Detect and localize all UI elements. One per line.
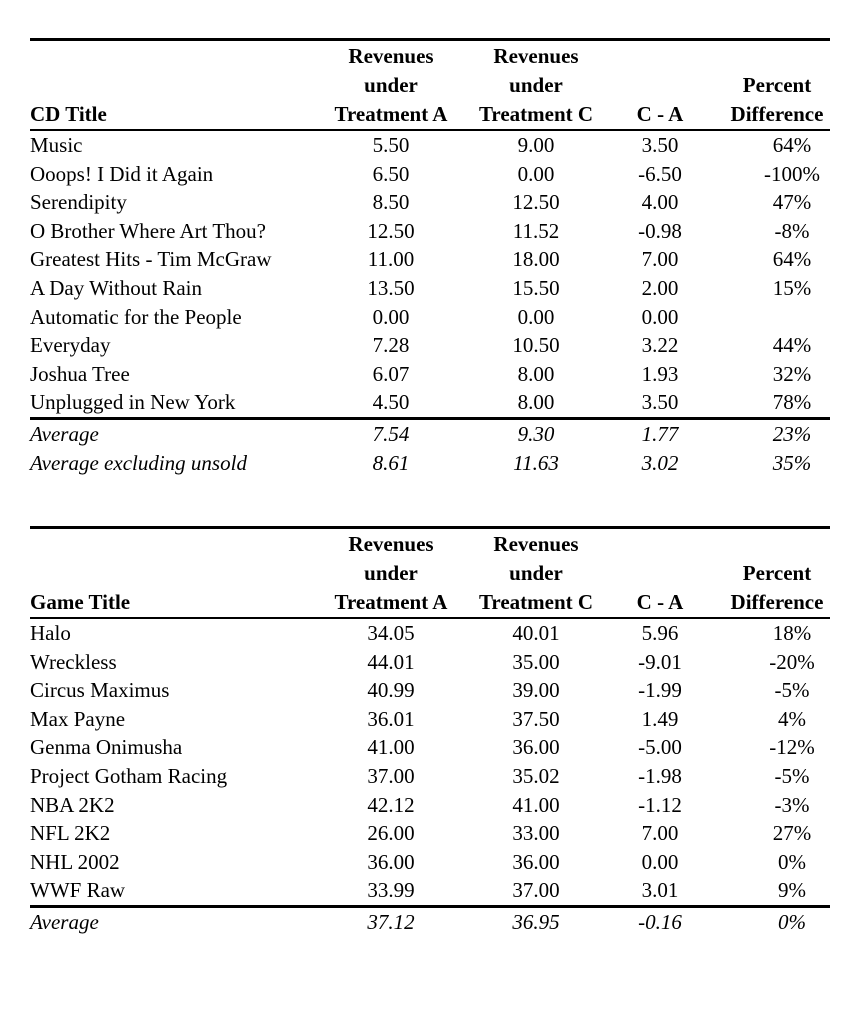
header-diff: C - A	[610, 100, 710, 130]
header-rev-a-line2: under	[364, 561, 418, 585]
cell-treatment-c: 11.63	[513, 450, 559, 475]
cell-treatment-c: 41.00	[512, 792, 560, 817]
cd-table-header	[30, 40, 830, 131]
cell-difference: -9.01	[638, 649, 682, 674]
cell-treatment-a: 4.50	[372, 390, 410, 415]
cell-treatment-c: 39.00	[512, 678, 560, 703]
summary-row	[30, 418, 830, 448]
header-rev-a-line3: Treatment A	[320, 100, 462, 130]
summary-row	[30, 906, 830, 936]
cell-percent: 0%	[778, 909, 806, 934]
cell-treatment-c: 11.52	[512, 218, 560, 243]
cell-percent: 23%	[772, 421, 812, 446]
cell-treatment-a: 37.00	[367, 763, 415, 788]
header-diff: C - A	[610, 588, 710, 618]
cell-treatment-a: 36.01	[367, 706, 415, 731]
cell-treatment-c: 10.50	[512, 333, 560, 358]
cell-difference: 2.00	[641, 275, 679, 300]
cell-difference: 1.77	[610, 418, 710, 448]
cell-difference: -1.98	[638, 763, 682, 788]
header-rev-a-line1: Revenues	[320, 528, 462, 560]
cell-treatment-c: 9.00	[517, 133, 555, 157]
cell-percent: 18%	[772, 621, 812, 645]
cell-treatment-a: 0.00	[372, 304, 410, 329]
cell-treatment-a: 7.28	[372, 333, 410, 358]
cell-treatment-c: 12.50	[512, 190, 560, 215]
header-cd-title: CD Title	[30, 100, 320, 130]
cell-title: Project Gotham Racing	[30, 763, 228, 788]
header-rev-c-line3: Treatment C	[462, 588, 610, 618]
table-row	[30, 331, 830, 360]
table-row	[30, 819, 830, 848]
header-rev-a-line2: under	[364, 73, 418, 97]
cell-treatment-c: 8.00	[517, 361, 555, 386]
cell-difference: -0.98	[638, 218, 682, 243]
cell-title: Genma Onimusha	[30, 735, 183, 760]
table-row	[30, 217, 830, 246]
cell-treatment-c: 37.00	[512, 878, 560, 903]
cell-difference: -1.12	[638, 792, 682, 817]
cell-percent: 64%	[772, 133, 812, 157]
cell-title: Circus Maximus	[30, 678, 170, 703]
table-row	[30, 130, 830, 160]
cell-title: Wreckless	[30, 649, 117, 674]
cell-percent: 0%	[778, 849, 806, 874]
cell-title: WWF Raw	[30, 878, 126, 903]
table-row	[30, 188, 830, 217]
table-row	[30, 245, 830, 274]
cell-treatment-a: 8.50	[372, 190, 410, 215]
cell-treatment-c: 9.30	[462, 418, 610, 448]
cell-difference: 3.50	[641, 390, 679, 415]
cell-treatment-a: 8.61	[372, 450, 410, 475]
cell-treatment-a: 12.50	[367, 218, 415, 243]
cell-treatment-c: 36.95	[462, 906, 610, 936]
header-percent-line1: Percent	[742, 561, 812, 585]
cell-difference: 7.00	[641, 247, 679, 272]
cell-percent: 27%	[772, 821, 812, 846]
cell-treatment-c: 18.00	[512, 247, 560, 272]
cd-table-body	[30, 130, 830, 418]
cell-treatment-a: 37.12	[320, 906, 462, 936]
cell-difference: 7.00	[641, 821, 679, 846]
cell-treatment-a: 13.50	[367, 275, 415, 300]
cell-difference: 0.00	[641, 304, 679, 329]
cell-title: Music	[30, 133, 83, 157]
cell-percent: -12%	[769, 735, 815, 760]
table-row	[30, 388, 830, 418]
cell-treatment-c: 35.00	[512, 649, 560, 674]
header-rev-c-line3: Treatment C	[462, 100, 610, 130]
summary-row	[30, 449, 830, 478]
cell-title: Automatic for the People	[30, 304, 242, 329]
header-rev-c-line2: under	[509, 561, 563, 585]
cell-title: Joshua Tree	[30, 361, 130, 386]
game-table-header	[30, 528, 830, 619]
cell-percent: 64%	[772, 247, 812, 272]
table-row	[30, 733, 830, 762]
header-rev-a-line3: Treatment A	[320, 588, 462, 618]
header-rev-a-line1: Revenues	[320, 40, 462, 72]
cell-difference: -5.00	[638, 735, 682, 760]
cell-treatment-a: 7.54	[320, 418, 462, 448]
cell-treatment-a: 33.99	[367, 878, 415, 903]
cell-percent: -5%	[774, 678, 810, 703]
game-table-body	[30, 618, 830, 906]
cd-revenue-table	[30, 38, 830, 477]
cell-treatment-a: 42.12	[367, 792, 415, 817]
cell-difference: 5.96	[641, 621, 679, 645]
header-rev-c-line1: Revenues	[462, 40, 610, 72]
cell-percent: 4%	[778, 706, 806, 731]
cell-title: A Day Without Rain	[30, 275, 203, 300]
cell-treatment-a: 36.00	[367, 849, 415, 874]
cell-title: NHL 2002	[30, 849, 120, 874]
cell-difference: 0.00	[641, 849, 679, 874]
table-row	[30, 705, 830, 734]
cell-treatment-a: 5.50	[372, 133, 410, 157]
cell-treatment-c: 36.00	[512, 735, 560, 760]
cell-percent: 78%	[772, 390, 812, 415]
header-percent-line2: Difference	[710, 100, 830, 130]
cell-difference: 4.00	[641, 190, 679, 215]
cell-percent: 47%	[772, 190, 812, 215]
cell-difference: 3.50	[641, 133, 679, 157]
cell-difference: 1.49	[641, 706, 679, 731]
cell-title: Halo	[30, 621, 71, 645]
cell-percent: -3%	[774, 792, 810, 817]
cd-table-summary	[30, 418, 830, 477]
cell-title: Max Payne	[30, 706, 126, 731]
table-row	[30, 160, 830, 189]
table-row	[30, 676, 830, 705]
cell-percent: -100%	[764, 161, 820, 186]
table-row	[30, 360, 830, 389]
cell-difference: -0.16	[610, 906, 710, 936]
cell-title: Serendipity	[30, 190, 127, 215]
cell-treatment-c: 8.00	[517, 390, 555, 415]
cell-percent: 9%	[778, 878, 806, 903]
cell-treatment-c: 40.01	[512, 621, 560, 645]
cell-title: NBA 2K2	[30, 792, 115, 817]
cell-treatment-a: 6.07	[372, 361, 410, 386]
table-row	[30, 648, 830, 677]
table-row	[30, 762, 830, 791]
cell-percent: 15%	[772, 275, 812, 300]
cell-title: Ooops! I Did it Again	[30, 161, 214, 186]
table-row	[30, 848, 830, 877]
cell-title: Average	[30, 906, 320, 936]
table-row	[30, 274, 830, 303]
cell-treatment-a: 40.99	[367, 678, 415, 703]
cell-treatment-a: 44.01	[367, 649, 415, 674]
cell-treatment-c: 36.00	[512, 849, 560, 874]
table-row	[30, 618, 830, 648]
cell-percent: 44%	[772, 333, 812, 358]
table-row	[30, 876, 830, 906]
cell-percent: -8%	[774, 218, 810, 243]
table-row	[30, 791, 830, 820]
cell-treatment-c: 33.00	[512, 821, 560, 846]
cell-difference: 1.93	[641, 361, 679, 386]
header-percent-line2: Difference	[710, 588, 830, 618]
cell-treatment-c: 37.50	[512, 706, 560, 731]
header-rev-c-line1: Revenues	[462, 528, 610, 560]
cell-title: Everyday	[30, 333, 111, 358]
table-row	[30, 303, 830, 332]
cell-difference: 3.02	[641, 450, 679, 475]
cell-title: Unplugged in New York	[30, 390, 236, 415]
cell-treatment-c: 0.00	[517, 161, 555, 186]
cell-difference: 3.22	[641, 333, 679, 358]
cell-treatment-c: 0.00	[517, 304, 555, 329]
header-game-title: Game Title	[30, 588, 320, 618]
cell-title: O Brother Where Art Thou?	[30, 218, 266, 243]
cell-percent: -5%	[774, 763, 810, 788]
cell-percent: -20%	[769, 649, 815, 674]
cell-title: NFL 2K2	[30, 821, 111, 846]
cell-title: Average	[30, 418, 320, 448]
cell-treatment-a: 34.05	[367, 621, 415, 645]
header-rev-c-line2: under	[509, 73, 563, 97]
cell-difference: -1.99	[638, 678, 682, 703]
cell-title: Average excluding unsold	[30, 450, 247, 475]
cell-treatment-a: 11.00	[367, 247, 415, 272]
game-revenue-table	[30, 526, 830, 937]
cell-treatment-c: 15.50	[512, 275, 560, 300]
cell-difference: -6.50	[638, 161, 682, 186]
cell-treatment-c: 35.02	[512, 763, 560, 788]
cell-title: Greatest Hits - Tim McGraw	[30, 247, 272, 272]
cell-treatment-a: 6.50	[372, 161, 410, 186]
cell-percent: 32%	[772, 361, 812, 386]
game-table-summary	[30, 906, 830, 936]
cell-difference: 3.01	[641, 878, 679, 903]
cell-percent: 35%	[772, 450, 812, 475]
header-percent-line1: Percent	[742, 73, 812, 97]
cell-treatment-a: 26.00	[367, 821, 415, 846]
cell-treatment-a: 41.00	[367, 735, 415, 760]
